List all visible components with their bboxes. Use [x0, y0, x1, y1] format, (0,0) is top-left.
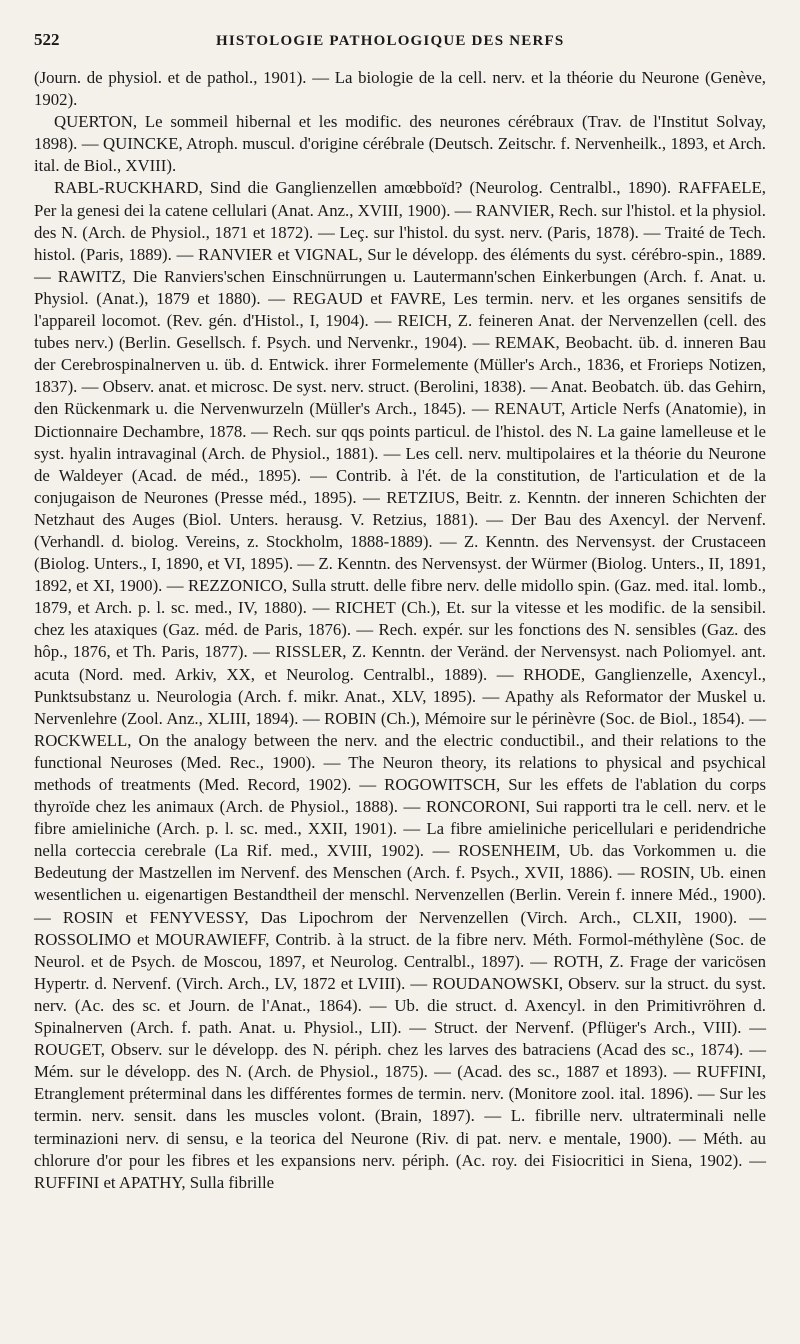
bibliography-paragraph: (Journ. de physiol. et de pathol., 1901). — La biologie de la cell. nerv. et la théorie du Neurone (Genève, 1902).: [34, 68, 766, 110]
bibliography-text: [34, 67, 766, 1194]
bibliography-paragraph: RABL-RUCKHARD, Sind die Ganglienzellen amœbboïd? (Neurolog. Centralbl., 1890). RAFFAELE, Per la genesi dei la catene cellulari (Anat. Anz., XVIII, 1900). — RANVIER, Rech. sur l'histol. et la physiol. des N. (Arch. de Physiol., 1871 et 1872). — Leç. sur l'histol. du syst. nerv. (Paris, 1878). — Traité de Tech. histol. (Paris, 1889). — RANVIER et VIGNAL, Sur le développ. des éléments du syst. cérébro-spin., 1889. — RAWITZ, Die Ranviers'schen Einschnürrungen u. Lautermann'schen Einkerbungen (Arch. f. Anat. u. Physiol. (Anat.), 1879 et 1880). — REGAUD et FAVRE, Les termin. nerv. et les organes sensitifs de l'appareil locomot. (Rev. gén. d'Histol., I, 1904). — REICH, Z. feineren Anat. der Nervenzellen (cell. des tubes nerv.) (Berlin. Gesellsch. f. Psych. und Nervenkr., 1904). — REMAK, Beobacht. üb. d. inneren Bau der Cerebrospinalnerven u. üb. d. Entwick. ihrer Formelemente (Müller's Arch., 1836, et Frorieps Notizen, 1837). — Observ. anat. et microsc. De syst. nerv. struct. (Berolini, 1838). — Anat. Beobatch. üb. das Gehirn, den Rückenmark u. die Nervenwurzeln (Müller's Arch., 1845). — RENAUT, Article Nerfs (Anatomie), in Dictionnaire Dechambre, 1878. — Rech. sur qqs points particul. de l'histol. des N. La gaine lamelleuse et le syst. hyalin intravaginal (Arch. de Physiol., 1881). — Les cell. nerv. multipolaires et la théorie du Neurone de Waldeyer (Acad. de méd., 1895). — Contrib. à l'ét. de la constitution, de l'articulation et de la conjugaison de Neurones (Presse méd., 1895). — RETZIUS, Beitr. z. Kenntn. der inneren Schichten der Netzhaut des Auges (Biol. Unters. herausg. V. Retzius, 1881). — Der Bau des Axencyl. der Nervenf. (Verhandl. d. biolog. Vereins, z. Stockholm, 1888-1889). — Z. Kenntn. des Nervensyst. der Crustaceen (Biolog. Unters., I, 1890, et VI, 1895). — Z. Kenntn. des Nervensyst. der Würmer (Biolog. Unters., II, 1891, 1892, et XI, 1900). — REZZONICO, Sulla strutt. delle fibre nerv. delle midollo spin. (Gaz. med. ital. lomb., 1879, et Arch. p. l. sc. med., IV, 1880). — RICHET (Ch.), Et. sur la vitesse et les modific. de la sensibil. chez les ataxiques (Gaz. méd. de Paris, 1876). — Rech. expér. sur les fonctions des N. sensibles (Gaz. des hôp., 1876, et Th. Paris, 1877). — RISSLER, Z. Kenntn. der Veränd. der Nervensyst. nach Poliomyel. ant. acuta (Nord. med. Arkiv, XX, et Neurolog. Centralbl., 1889). — RHODE, Ganglienzelle, Axencyl., Punktsubstanz u. Neurologia (Arch. f. mikr. Anat., XLV, 1895). — Apathy als Reformator der Muskel u. Nervenlehre (Zool. Anz., XLIII, 1894). — ROBIN (Ch.), Mémoire sur le périnèvre (Soc. de Biol., 1854). — ROCKWELL, On the analogy between the nerv. and the electric conductibil., and their relations to the functional Neuroses (Med. Rec., 1900). — The Neuron theory, its relations to physical and psychical methods of treatments (Med. Record, 1902). — ROGOWITSCH, Sur les effets de l'ablation du corps thyroïde chez les animaux (Arch. de Physiol., 1888). — RONCORONI, Sui rapporti tra le cell. nerv. et le fibre amieliniche (Arch. p. l. sc. med., XXII, 1901). — La fibre amieliniche pericellulari e peridendriche nella corteccia cerebrale (La Rif. med., XVIII, 1902). — ROSENHEIM, Ub. das Vorkommen u. die Bedeutung der Mastzellen im Nervenf. des Menschen (Arch. f. Psych., XVII, 1886). — ROSIN, Ub. einen wesentlichen u. eigenartigen Bestandtheil der menschl. Nervenzellen (Berlin. Verein f. innere Méd., 1900). — ROSIN et FENYVESSY, Das Lipochrom der Nervenzellen (Virch. Arch., CLXII, 1900). — ROSSOLIMO et MOURAWIEFF, Contrib. à la struct. de la fibre nerv. Méth. Formol-méthylène (Soc. de Neurol. et de Psych. de Moscou, 1897, et Neurolog. Centralbl., 1897). — ROTH, Z. Frage der varicösen Hypertr. d. Nervenf. (Virch. Arch., LV, 1872 et LVIII). — ROUDANOWSKI, Observ. sur la struct. du syst. nerv. (Ac. des sc. et Journ. de l'Anat., 1864). — Ub. die struct. d. Axencyl. in den Primitivröhren d. Spinalnerven (Arch. f. path. Anat. u. Physiol., LII). — Struct. der Nervenf. (Pflüger's Arch., VIII). — ROUGET, Observ. sur le développ. des N. périph. chez les larves des batraciens (Acad des sc., 1874). — Mém. sur le développ. des N. (Arch. de Physiol., 1875). — (Acad. des sc., 1887 et 1893). — RUFFINI, Etranglement préterminal dans les différentes formes de termin. nerv. (Monitore zool. ital. 1896). — Sur les termin. nerv. sensit. dans les muscles volont. (Brain, 1897). — L. fibrille nerv. ultraterminali nelle terminazioni nerv. di sensu, e la teorica del Neurone (Riv. di pat. nerv. e mentale, 1900). — Méth. au chlorure d'or pour les fibres et les expansions nerv. périph. (Ac. roy. dei Fisiocritici in Siena, 1902). — RUFFINI et APATHY, Sulla fibrille: [34, 178, 766, 1192]
page-header: [34, 30, 766, 60]
bibliography-paragraph: QUERTON, Le sommeil hibernal et les modific. des neurones cérébraux (Trav. de l'Institut Solvay, 1898). — QUINCKE, Atroph. muscul. d'origine cérébrale (Deutsch. Zeitschr. f. Nervenheilk., 1893, et Arch. ital. de Biol., XVIII).: [34, 112, 766, 176]
running-title: HISTOLOGIE PATHOLOGIQUE DES NERFS: [216, 33, 565, 49]
page-number: 522: [34, 30, 60, 49]
